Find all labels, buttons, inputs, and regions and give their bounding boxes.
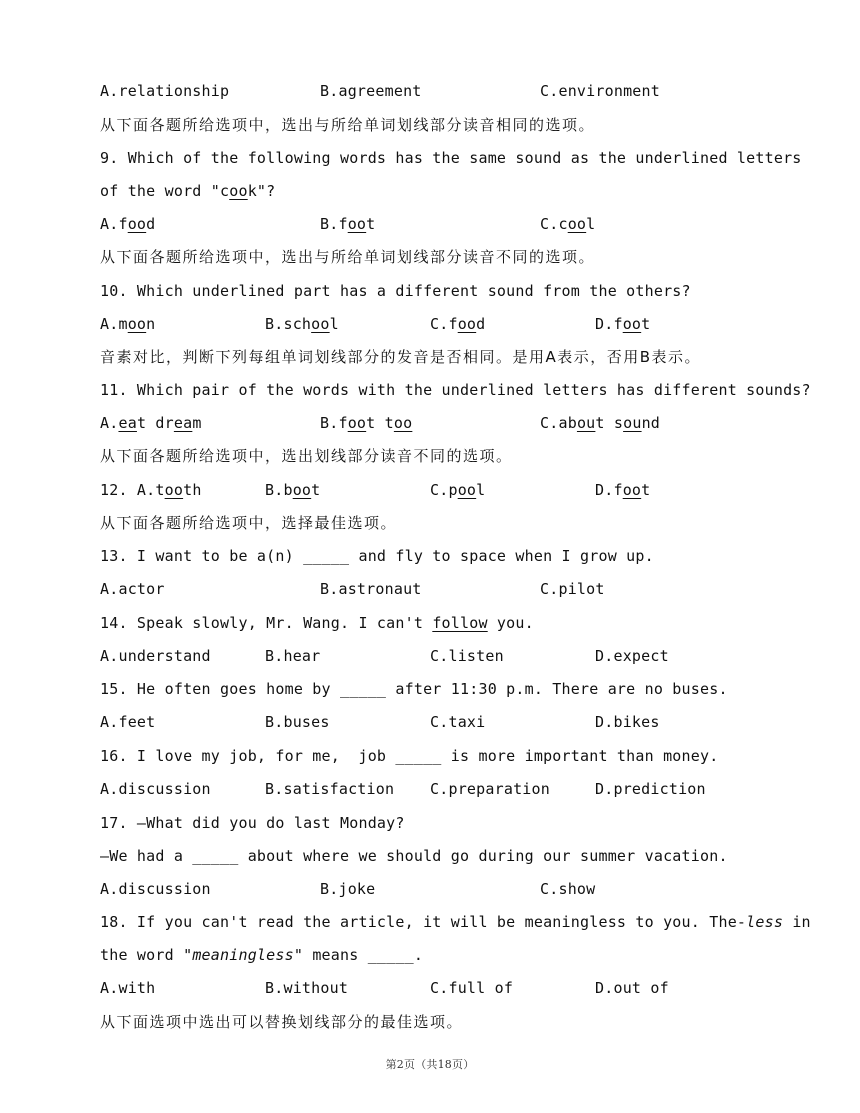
q14-option-a[interactable]: A.understand <box>100 647 211 665</box>
q12-option-d[interactable]: D.foot <box>595 481 651 499</box>
q13-option-c[interactable]: C.pilot <box>540 580 605 598</box>
q9-option-b[interactable]: B.foot <box>320 215 376 233</box>
q18-question-line1: 18. If you can't read the article, it will be meaningless to you. The-less in <box>100 913 811 931</box>
instruction-same-sound: 从下面各题所给选项中，选出与所给单词划线部分读音相同的选项。 <box>100 116 596 134</box>
q9-option-c[interactable]: C.cool <box>540 215 596 233</box>
q11-option-a[interactable]: A.eat dream <box>100 414 202 432</box>
q17-option-c[interactable]: C.show <box>540 880 596 898</box>
q18-option-b[interactable]: B.without <box>265 979 349 997</box>
instruction-different-sound-2: 从下面各题所给选项中，选出划线部分读音不同的选项。 <box>100 447 513 465</box>
q10-option-d[interactable]: D.foot <box>595 315 651 333</box>
q18-option-d[interactable]: D.out of <box>595 979 669 997</box>
q16-option-a[interactable]: A.discussion <box>100 780 211 798</box>
page-footer: 第2页（共18页） <box>385 1058 475 1071</box>
q13-question: 13. I want to be a(n) _____ and fly to space when I grow up. <box>100 547 654 565</box>
q15-option-d[interactable]: D.bikes <box>595 713 660 731</box>
instruction-different-sound: 从下面各题所给选项中，选出与所给单词划线部分读音不同的选项。 <box>100 248 596 266</box>
q18-option-c[interactable]: C.full of <box>430 979 514 997</box>
q10-option-b[interactable]: B.school <box>265 315 339 333</box>
q14-question: 14. Speak slowly, Mr. Wang. I can't follow you. <box>100 614 534 632</box>
q15-option-b[interactable]: B.buses <box>265 713 330 731</box>
q15-option-c[interactable]: C.taxi <box>430 713 486 731</box>
q15-question: 15. He often goes home by _____ after 11:30 p.m. There are no buses. <box>100 680 728 698</box>
q16-option-c[interactable]: C.preparation <box>430 780 550 798</box>
instruction-replace-underlined: 从下面选项中选出可以替换划线部分的最佳选项。 <box>100 1013 464 1031</box>
q15-option-a[interactable]: A.feet <box>100 713 156 731</box>
q11-option-b[interactable]: B.foot too <box>320 414 413 432</box>
q18-question-line2: the word "meaningless" means _____. <box>100 946 424 964</box>
q11-option-c[interactable]: C.about sound <box>540 414 661 432</box>
q10-option-c[interactable]: C.food <box>430 315 486 333</box>
instruction-best-option: 从下面各题所给选项中，选择最佳选项。 <box>100 514 398 532</box>
q8-option-b[interactable]: B.agreement <box>320 82 422 100</box>
q16-option-d[interactable]: D.prediction <box>595 780 706 798</box>
q14-option-d[interactable]: D.expect <box>595 647 669 665</box>
q16-question: 16. I love my job, for me, job _____ is more important than money. <box>100 747 719 765</box>
q17-option-b[interactable]: B.joke <box>320 880 376 898</box>
q12-option-c[interactable]: C.pool <box>430 481 486 499</box>
q13-option-b[interactable]: B.astronaut <box>320 580 422 598</box>
q9-question-line1: 9. Which of the following words has the same sound as the underlined letters <box>100 149 802 167</box>
q17-question-line2: —We had a _____ about where we should go during our summer vacation. <box>100 847 728 865</box>
q13-option-a[interactable]: A.actor <box>100 580 165 598</box>
q14-option-b[interactable]: B.hear <box>265 647 321 665</box>
q17-question-line1: 17. —What did you do last Monday? <box>100 814 405 832</box>
q9-question-line2: of the word "cook"? <box>100 182 276 200</box>
q11-question: 11. Which pair of the words with the underlined letters has different sounds? <box>100 381 811 399</box>
q12-option-b[interactable]: B.boot <box>265 481 321 499</box>
instruction-phoneme-compare: 音素对比，判断下列每组单词划线部分的发音是否相同。是用A表示，否用B表示。 <box>100 348 702 366</box>
q8-option-a[interactable]: A.relationship <box>100 82 230 100</box>
q10-question: 10. Which underlined part has a different sound from the others? <box>100 282 691 300</box>
q16-option-b[interactable]: B.satisfaction <box>265 780 395 798</box>
q9-option-a[interactable]: A.food <box>100 215 156 233</box>
q8-option-c[interactable]: C.environment <box>540 82 660 100</box>
q17-option-a[interactable]: A.discussion <box>100 880 211 898</box>
q18-option-a[interactable]: A.with <box>100 979 156 997</box>
q12-option-a[interactable]: 12. A.tooth <box>100 481 202 499</box>
q14-option-c[interactable]: C.listen <box>430 647 504 665</box>
q10-option-a[interactable]: A.moon <box>100 315 156 333</box>
